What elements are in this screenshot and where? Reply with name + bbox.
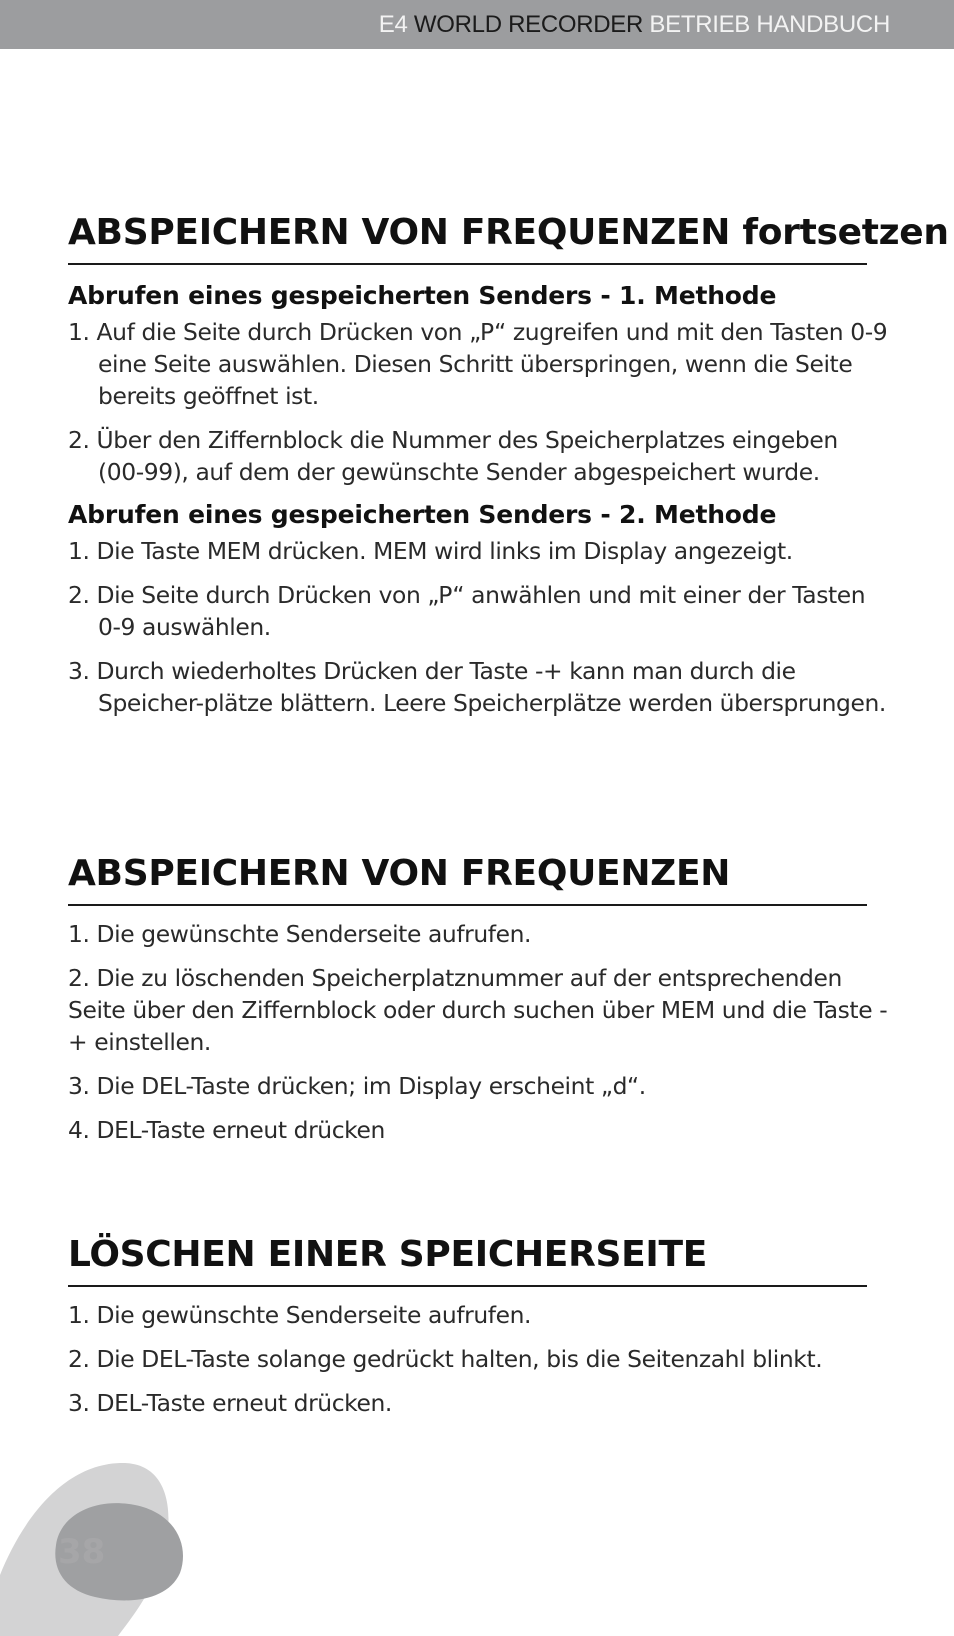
- list-item: 1. Die Taste MEM drücken. MEM wird links im Display angezeigt.: [68, 537, 793, 565]
- list-item: 1. Auf die Seite durch Drücken von „P“ zugreifen und mit den Tasten 0-9 eine Seite auswählen. Diesen Schritt überspringen, wenn die Seite bereits geöffnet ist.: [68, 318, 888, 410]
- list-item: 3. Die DEL-Taste drücken; im Display erscheint „d“.: [68, 1072, 646, 1100]
- page-number: 38: [58, 1532, 106, 1572]
- subsection-heading-methode-1: Abrufen eines gespeicherten Senders - 1. Methode: [68, 281, 777, 310]
- list-item: 2. Über den Ziffernblock die Nummer des Speicherplatzes eingeben (00-99), auf dem der gewünschte Sender abgespeichert wurde.: [68, 426, 838, 486]
- list-item: 3. Durch wiederholtes Drücken der Taste -+ kann man durch die Speicher-plätze blättern. Leere Speicherplätze werden übersprungen.: [68, 657, 886, 717]
- header-model: E4: [378, 11, 408, 38]
- section-title: ABSPEICHERN VON FREQUENZEN fortsetzen: [68, 212, 867, 265]
- header-doc: BETRIEB HANDBUCH: [649, 11, 890, 38]
- section-loeschen-speicherseite: [68, 1234, 888, 1431]
- subsection-heading-methode-2: Abrufen eines gespeicherten Senders - 2. Methode: [68, 500, 777, 529]
- steps-list-methode-2: [68, 535, 888, 719]
- running-header: [379, 11, 890, 39]
- steps-list-loeschen: [68, 1299, 888, 1419]
- section-frequenzen-fortsetzen: [68, 212, 949, 731]
- section-title: ABSPEICHERN VON FREQUENZEN: [68, 853, 867, 906]
- header-bar: [0, 0, 954, 49]
- list-item: 4. DEL-Taste erneut drücken: [68, 1116, 385, 1144]
- list-item: 2. Die Seite durch Drücken von „P“ anwählen und mit einer der Tasten 0-9 auswählen.: [68, 581, 866, 641]
- list-item: 3. DEL-Taste erneut drücken.: [68, 1389, 392, 1417]
- steps-list-frequenzen: [68, 918, 888, 1146]
- list-item: 2. Die zu löschenden Speicherplatznummer auf der entsprechenden Seite über den Ziffernblock oder durch suchen über MEM und die Taste - + einstellen.: [68, 964, 888, 1056]
- section-frequenzen: [68, 853, 888, 1158]
- list-item: 1. Die gewünschte Senderseite aufrufen.: [68, 920, 532, 948]
- list-item: 1. Die gewünschte Senderseite aufrufen.: [68, 1301, 532, 1329]
- list-item: 2. Die DEL-Taste solange gedrückt halten, bis die Seitenzahl blinkt.: [68, 1345, 823, 1373]
- header-product: WORLD RECORDER: [413, 11, 644, 38]
- section-title: LÖSCHEN EINER SPEICHERSEITE: [68, 1234, 867, 1287]
- steps-list-methode-1: [68, 316, 888, 488]
